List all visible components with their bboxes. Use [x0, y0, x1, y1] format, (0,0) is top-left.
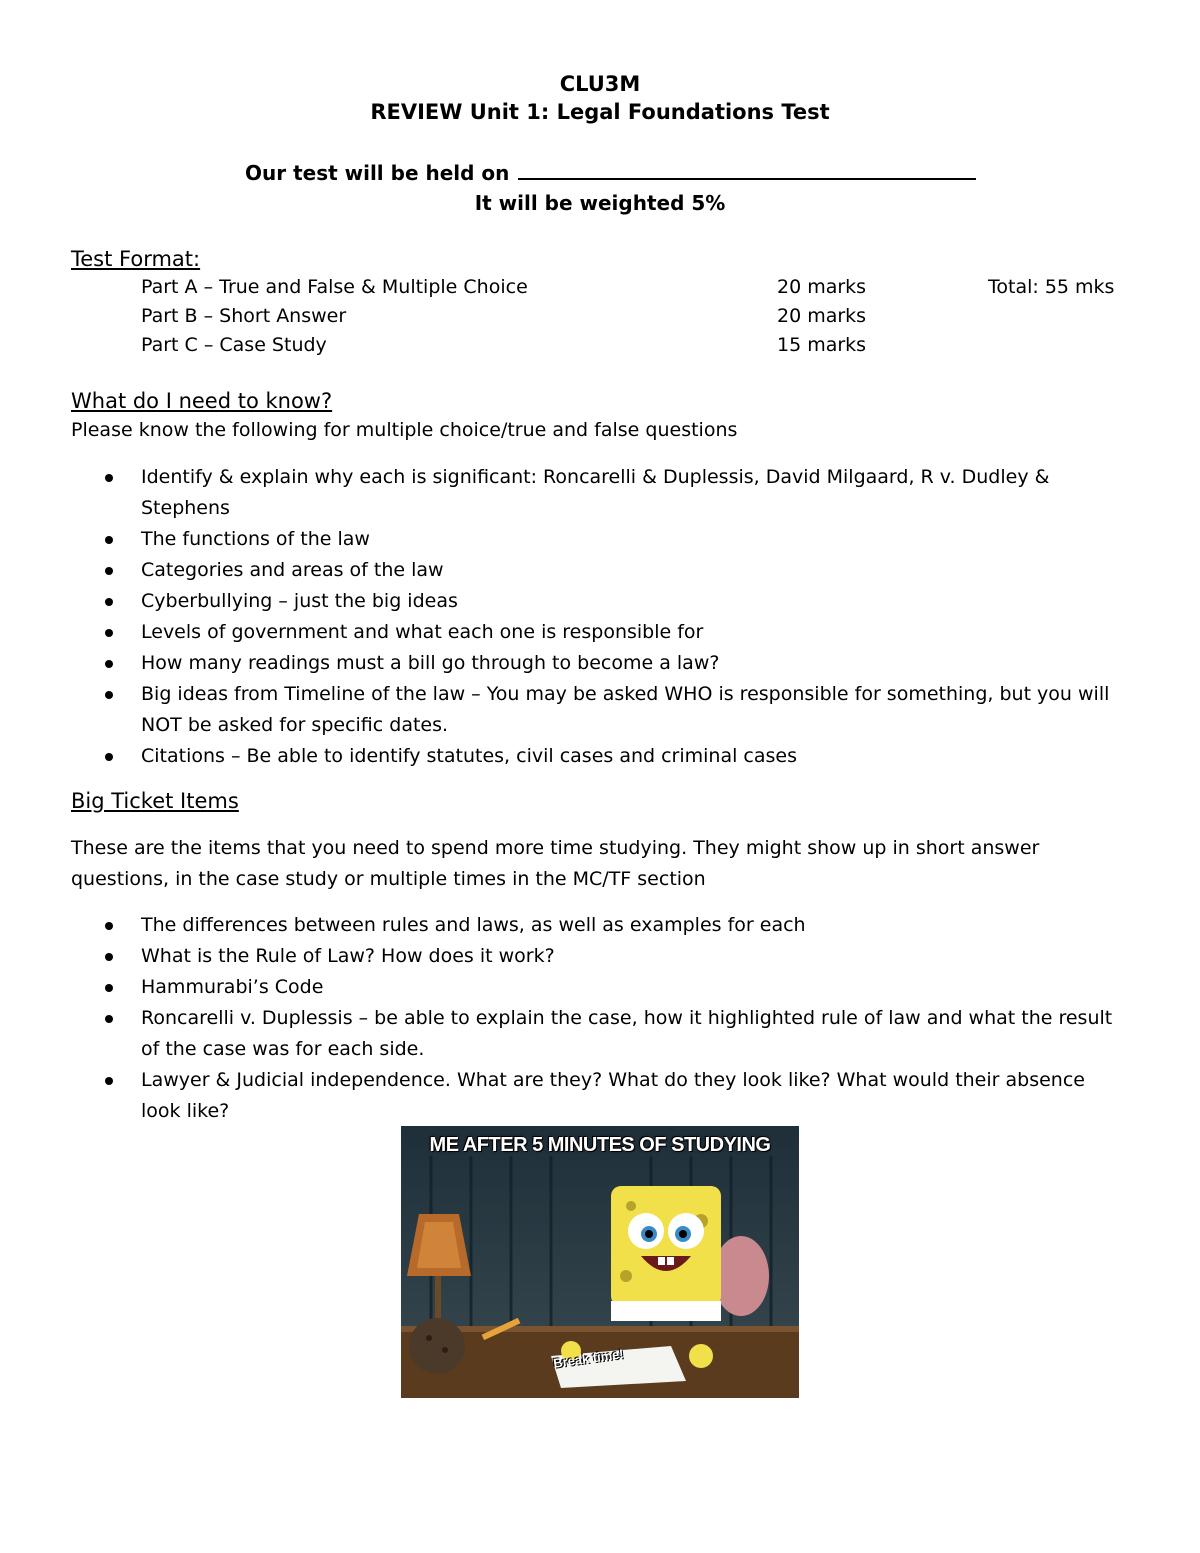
test-date-line [245, 158, 976, 187]
bullet-icon [105, 984, 113, 992]
list-item: Citations – Be able to identify statutes, civil cases and criminal cases [71, 741, 1121, 772]
bullet-icon [105, 474, 113, 482]
meme-subtitle: Break time! [552, 1346, 625, 1371]
big-ticket-list [71, 910, 1121, 1127]
part-a-marks: 20 marks [777, 276, 867, 298]
list-item: Hammurabi’s Code [71, 972, 1121, 1003]
test-date-label: Our test will be held on [245, 161, 510, 185]
bullet-icon [105, 922, 113, 930]
need-to-know-intro: Please know the following for multiple choice/true and false questions [71, 419, 738, 441]
test-weight: It will be weighted 5% [474, 191, 726, 215]
page-title: REVIEW Unit 1: Legal Foundations Test [370, 100, 830, 124]
list-item: Levels of government and what each one is responsible for [71, 617, 1121, 648]
bullet-icon [105, 629, 113, 637]
total-marks: Total: 55 mks [988, 276, 1115, 298]
bullet-icon [105, 953, 113, 961]
meme-image [401, 1126, 799, 1398]
list-item: The differences between rules and laws, as well as examples for each [71, 910, 1121, 941]
list-item: Identify & explain why each is significant: Roncarelli & Duplessis, David Milgaard, R v. Dudley & Stephens [71, 462, 1121, 524]
bullet-icon [105, 1015, 113, 1023]
list-item: What is the Rule of Law? How does it work? [71, 941, 1121, 972]
big-ticket-intro: These are the items that you need to spend more time studying. They might show up in short answer questions, in the case study or multiple times in the MC/TF section [71, 837, 1040, 890]
list-item: Categories and areas of the law [71, 555, 1121, 586]
bullet-icon [105, 1077, 113, 1085]
part-c-label: Part C – Case Study [141, 334, 327, 356]
bullet-icon [105, 598, 113, 606]
list-item: Big ideas from Timeline of the law – You may be asked WHO is responsible for something, but you will NOT be asked for specific dates. [71, 679, 1121, 741]
course-code: CLU3M [559, 72, 641, 96]
bullet-icon [105, 567, 113, 575]
part-b-marks: 20 marks [777, 305, 867, 327]
list-item: How many readings must a bill go through to become a law? [71, 648, 1121, 679]
need-to-know-heading: What do I need to know? [71, 389, 333, 413]
meme-caption: ME AFTER 5 MINUTES OF STUDYING [429, 1134, 771, 1156]
bullet-icon [105, 753, 113, 761]
list-item: Lawyer & Judicial independence. What are they? What do they look like? What would their absence look like? [71, 1065, 1121, 1127]
part-a-label: Part A – True and False & Multiple Choice [141, 276, 528, 298]
big-ticket-heading: Big Ticket Items [71, 789, 239, 813]
list-item: The functions of the law [71, 524, 1121, 555]
part-c-marks: 15 marks [777, 334, 867, 356]
test-date-blank [518, 158, 976, 180]
list-item: Cyberbullying – just the big ideas [71, 586, 1121, 617]
bullet-icon [105, 536, 113, 544]
bullet-icon [105, 691, 113, 699]
test-format-heading: Test Format: [71, 247, 201, 271]
need-to-know-list [71, 462, 1121, 772]
list-item: Roncarelli v. Duplessis – be able to explain the case, how it highlighted rule of law and what the result of the case was for each side. [71, 1003, 1121, 1065]
part-b-label: Part B – Short Answer [141, 305, 347, 327]
bullet-icon [105, 660, 113, 668]
